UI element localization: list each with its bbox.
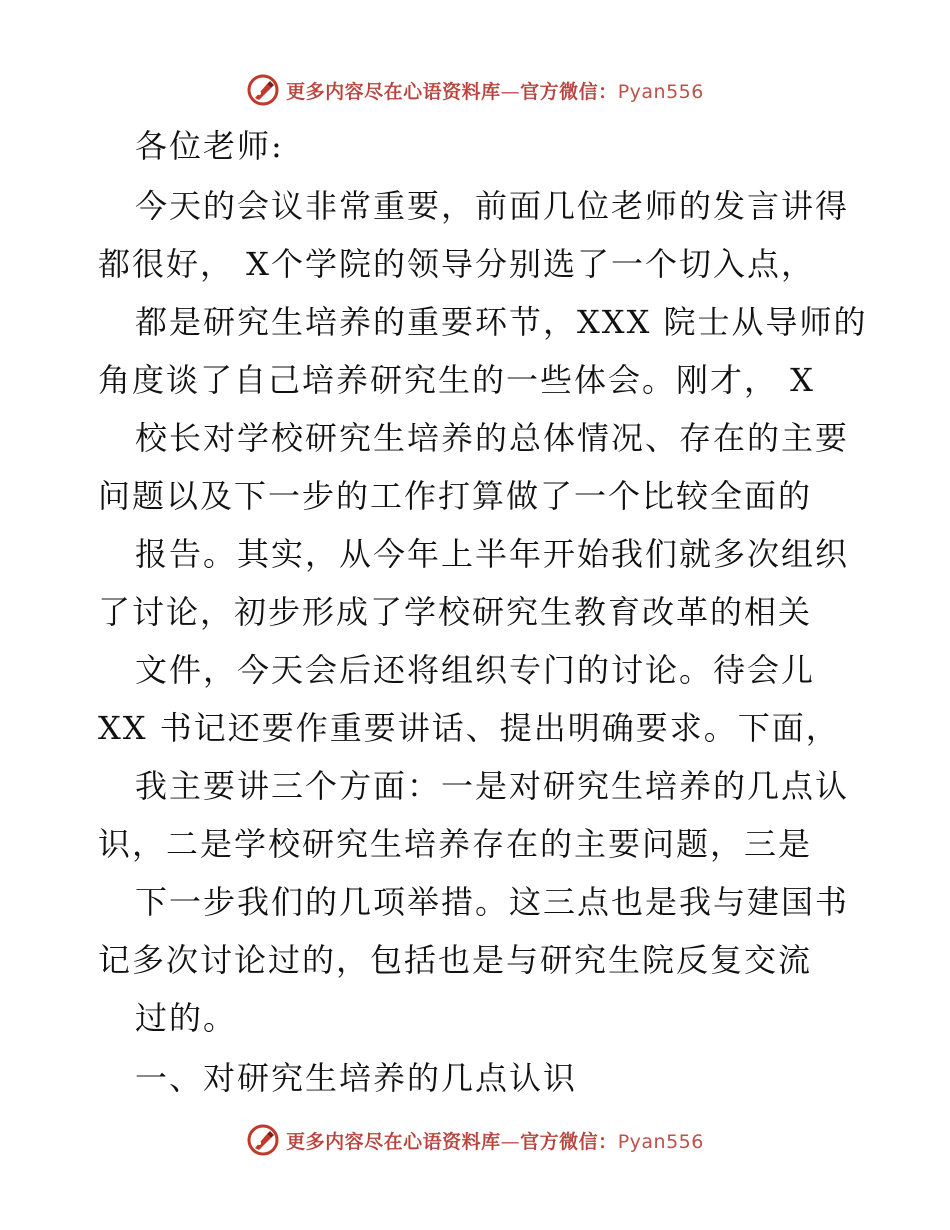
- header-watermark: [0, 70, 950, 110]
- text-line: 今天的会议非常重要，前面几位老师的发言讲得: [135, 187, 850, 225]
- section-heading: 一、对研究生培养的几点认识: [135, 1059, 578, 1097]
- text-line: 文件，今天会后还将组织专门的讨论。待会儿: [135, 651, 816, 689]
- text-line: 各位老师:: [135, 127, 284, 165]
- watermark-official: 官方微信：: [520, 80, 618, 103]
- text-line: 报告。其实，从今年上半年开始我们就多次组织: [135, 535, 850, 573]
- watermark-main: 更多内容尽在心语资料库: [286, 80, 501, 103]
- text-line: 过的。: [135, 999, 238, 1037]
- watermark-dash: —: [500, 1130, 521, 1153]
- pen-logo-icon: [246, 73, 280, 107]
- watermark-text: [286, 1127, 704, 1154]
- text-line: 校长对学校研究生培养的总体情况、存在的主要: [135, 419, 850, 457]
- text-line: 都是研究生培养的重要环节，XXX 院士从导师的: [135, 303, 868, 341]
- watermark-official: 官方微信：: [520, 1130, 618, 1153]
- text-line: 了讨论，初步形成了学校研究生教育改革的相关: [98, 593, 813, 631]
- text-line: 角度谈了自己培养研究生的一些体会。刚才， X: [98, 361, 815, 399]
- text-line: 记多次讨论过的，包括也是与研究生院反复交流: [98, 941, 813, 979]
- watermark-dash: —: [500, 80, 521, 103]
- text-line: XX 书记还要作重要讲话、提出明确要求。下面，: [98, 709, 840, 747]
- text-line: 问题以及下一步的工作打算做了一个比较全面的: [98, 477, 813, 515]
- text-line: 识，二是学校研究生培养存在的主要问题，三是: [98, 825, 813, 863]
- footer-watermark: [0, 1120, 950, 1160]
- watermark-text: [286, 77, 704, 104]
- watermark-account: Pyan556: [617, 1130, 704, 1153]
- text-line: 都很好， X个学院的领导分别选了一个切入点，: [98, 245, 815, 283]
- pen-logo-icon: [246, 1123, 280, 1157]
- watermark-account: Pyan556: [617, 80, 704, 103]
- text-line: 我主要讲三个方面：一是对研究生培养的几点认: [135, 767, 850, 805]
- text-line: 下一步我们的几项举措。这三点也是我与建国书: [135, 883, 850, 921]
- watermark-main: 更多内容尽在心语资料库: [286, 1130, 501, 1153]
